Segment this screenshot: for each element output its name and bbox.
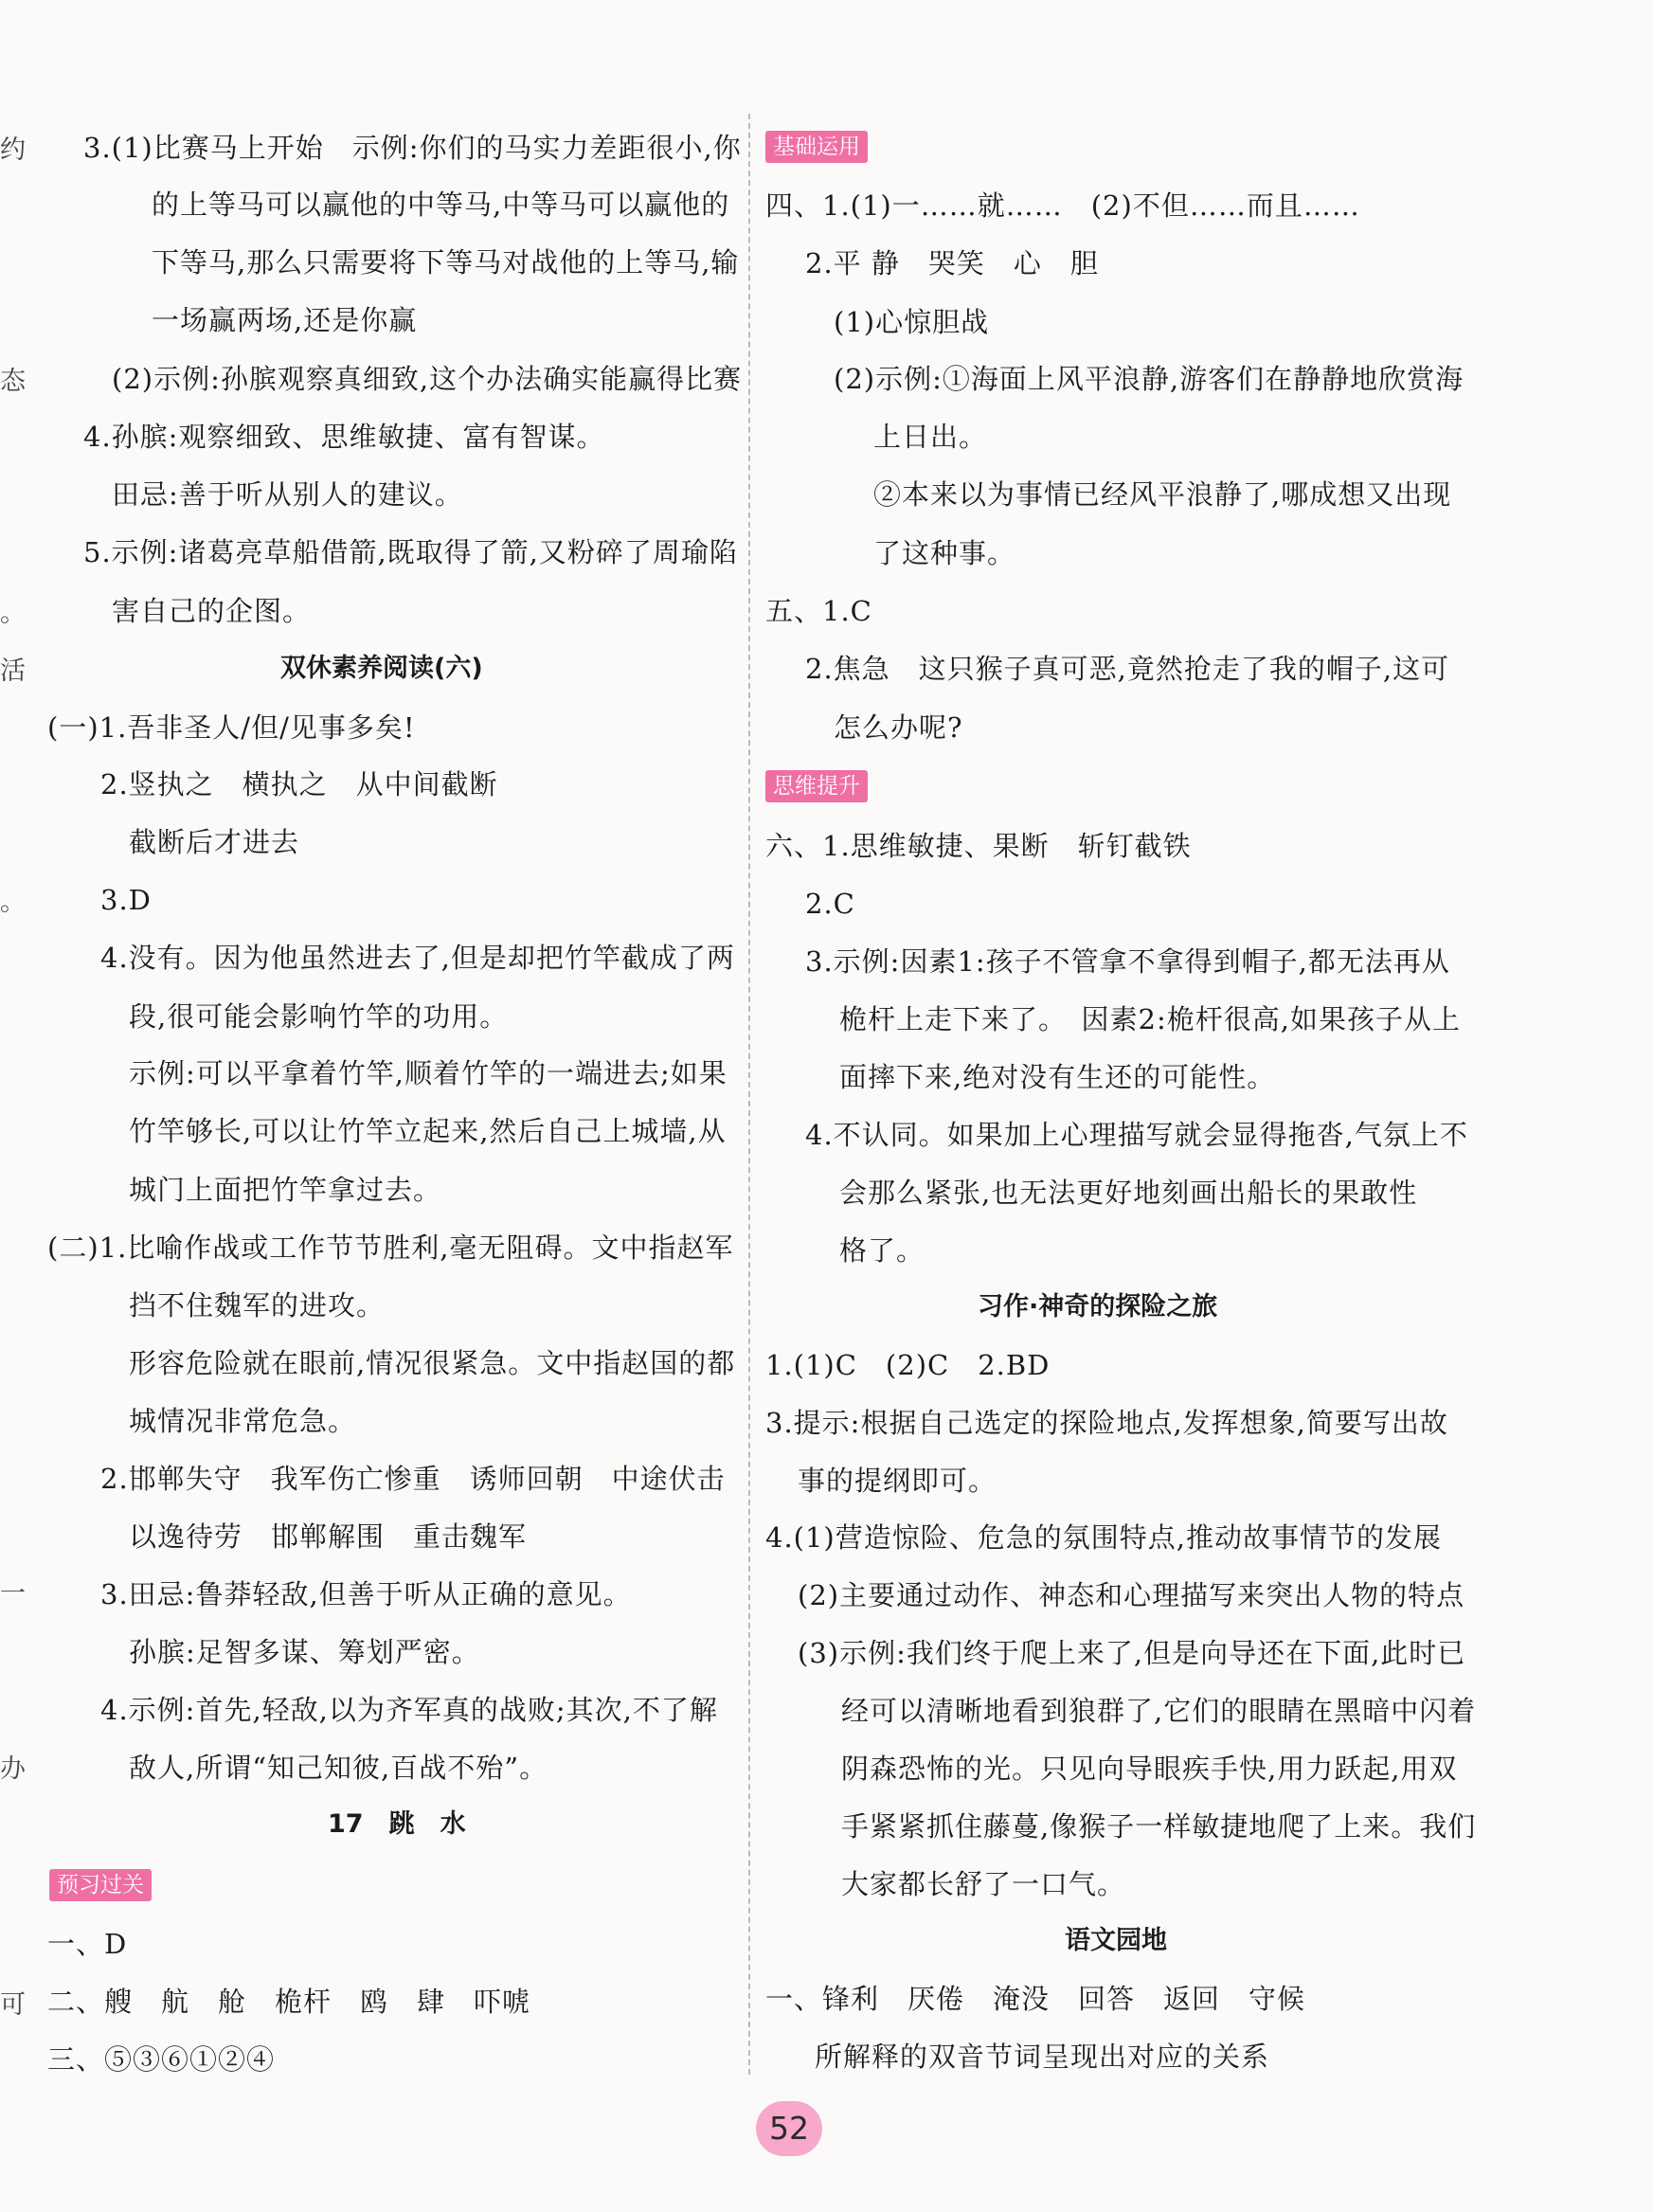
section-badge-thinking: 思维提升 (765, 770, 868, 802)
answer-line: 竹竿够长,可以让竹竿立起来,然后自己上城墙,从 (129, 1115, 727, 1147)
answer-line: (二)1.比喻作战或工作节节胜利,毫无阻碍。文中指赵军 (47, 1232, 734, 1264)
answer-line: 格了。 (839, 1234, 925, 1267)
answer-line: 1.(1)C (2)C 2.BD (765, 1349, 1051, 1381)
answer-line: 三、⑤③⑥①②④ (47, 2043, 276, 2076)
answer-line: 4.不认同。如果加上心理描写就会显得拖沓,气氛上不 (805, 1119, 1468, 1151)
answer-line: 3.提示:根据自己选定的探险地点,发挥想象,简要写出故 (765, 1407, 1448, 1439)
answer-line: 2.邯郸失守 我军伤亡惨重 诱师回朝 中途伏击 (100, 1463, 726, 1495)
answer-line: 5.示例:诸葛亮草船借箭,既取得了箭,又粉碎了周瑜陷 (83, 536, 738, 568)
answer-line: 2.竖执之 横执之 从中间截断 (100, 768, 498, 800)
answer-line: (3)示例:我们终于爬上来了,但是向导还在下面,此时已 (798, 1637, 1466, 1669)
page-number: 52 (756, 2101, 822, 2156)
page-edge-char: 。 (0, 599, 26, 628)
answer-line: 示例:可以平拿着竹竿,顺着竹竿的一端进去;如果 (129, 1057, 728, 1089)
answer-line: 面摔下来,绝对没有生还的可能性。 (839, 1061, 1276, 1093)
answer-line: 大家都长舒了一口气。 (841, 1868, 1126, 1900)
page-edge-char: 约 (0, 135, 26, 165)
answer-line: 2.平 静 哭笑 心 胆 (805, 247, 1099, 279)
section-title: 双休素养阅读(六) (280, 654, 483, 683)
answer-line: 上日出。 (873, 421, 988, 453)
answer-line: 段,很可能会影响竹竿的功用。 (129, 1000, 509, 1033)
answer-line: 下等马,那么只需要将下等马对战他的上等马,输 (152, 246, 740, 279)
answer-line: 手紧紧抓住藤蔓,像猴子一样敏捷地爬了上来。我们 (841, 1810, 1477, 1843)
section-title: 语文园地 (1065, 1926, 1167, 1955)
answer-line: 挡不住魏军的进攻。 (129, 1289, 386, 1322)
answer-line: 四、1.(1)一……就…… (2)不但……而且…… (765, 189, 1360, 222)
answer-line: 一、D (47, 1928, 128, 1960)
answer-line: 事的提纲即可。 (798, 1465, 997, 1497)
answer-line: 会那么紧张,也无法更好地刻画出船长的果敢性 (839, 1177, 1418, 1209)
answer-line: 了这种事。 (873, 537, 1016, 569)
answer-line: 怎么办呢? (834, 711, 963, 744)
page-edge-char: 活 (0, 656, 26, 686)
answer-line: 二、艘 航 舱 桅杆 鸥 肆 吓唬 (47, 1986, 531, 2018)
answer-line: 的上等马可以赢他的中等马,中等马可以赢他的 (152, 189, 730, 221)
answer-line: 害自己的企图。 (112, 595, 312, 627)
answer-line: 3.D (100, 884, 152, 916)
answer-line: 4.孙膑:观察细致、思维敏捷、富有智谋。 (83, 421, 605, 453)
answer-line: 六、1.思维敏捷、果断 斩钉截铁 (765, 830, 1192, 862)
lesson-title: 17 跳 水 (328, 1809, 466, 1839)
answer-line: 田忌:善于听从别人的建议。 (112, 478, 463, 511)
answer-line: 五、1.C (765, 595, 872, 627)
answer-line: (2)示例:孙膑观察真细致,这个办法确实能赢得比赛 (112, 363, 743, 395)
answer-line: 3.(1)比赛马上开始 示例:你们的马实力差距很小,你 (83, 132, 742, 164)
section-title: 习作·神奇的探险之旅 (978, 1292, 1218, 1322)
answer-line: (1)心惊胆战 (834, 306, 990, 338)
answer-line: 桅杆上走下来了。 因素2:桅杆很高,如果孩子从上 (839, 1003, 1461, 1035)
answer-line: 一场赢两场,还是你赢 (152, 304, 418, 336)
answer-line: 形容危险就在眼前,情况很紧急。文中指赵国的都 (129, 1347, 736, 1379)
answer-line: 阴森恐怖的光。只见向导眼疾手快,用力跃起,用双 (841, 1753, 1458, 1785)
answer-line: (一)1.吾非圣人/但/见事多矣! (47, 711, 416, 744)
page-edge-char: 办 (0, 1754, 26, 1784)
column-divider (748, 114, 750, 2075)
answer-line: 经可以清晰地看到狼群了,它们的眼睛在黑暗中闪着 (841, 1695, 1477, 1727)
section-badge-basic: 基础运用 (765, 131, 868, 163)
answer-line: 城情况非常危急。 (129, 1405, 357, 1437)
answer-line: 2.C (805, 888, 855, 920)
answer-line: (2)示例:①海面上风平浪静,游客们在静静地欣赏海 (834, 363, 1464, 395)
page-edge-char: 。 (0, 888, 26, 917)
answer-line: 以逸待劳 邯郸解围 重击魏军 (129, 1520, 528, 1553)
answer-line: 截断后才进去 (129, 826, 300, 858)
answer-line: 2.焦急 这只猴子真可恶,竟然抢走了我的帽子,这可 (805, 653, 1450, 685)
answer-line: 4.没有。因为他虽然进去了,但是却把竹竿截成了两 (100, 942, 735, 974)
answer-line: 孙膑:足智多谋、筹划严密。 (129, 1636, 480, 1668)
answer-line: 3.田忌:鲁莽轻敌,但善于听从正确的意见。 (100, 1578, 632, 1610)
answer-line: ②本来以为事情已经风平浪静了,哪成想又出现 (873, 478, 1452, 511)
answer-line: (2)主要通过动作、神态和心理描写来突出人物的特点 (798, 1579, 1465, 1611)
page-edge-char: 可 (0, 1990, 26, 2020)
section-badge-preview: 预习过关 (49, 1869, 152, 1901)
page-edge-char: 一 (0, 1579, 26, 1609)
answer-line: 敌人,所谓“知己知彼,百战不殆”。 (129, 1752, 548, 1784)
answer-line: 一、锋利 厌倦 淹没 回答 返回 守候 (765, 1983, 1306, 2015)
answer-line: 4.示例:首先,轻敌,以为齐军真的战败;其次,不了解 (100, 1694, 718, 1726)
answer-line: 所解释的双音节词呈现出对应的关系 (815, 2041, 1270, 2073)
answer-line: 4.(1)营造惊险、危急的氛围特点,推动故事情节的发展 (765, 1521, 1442, 1554)
page-edge-char: 态 (0, 367, 26, 396)
answer-line: 城门上面把竹竿拿过去。 (129, 1174, 442, 1206)
answer-line: 3.示例:因素1:孩子不管拿不拿得到帽子,都无法再从 (805, 945, 1450, 978)
